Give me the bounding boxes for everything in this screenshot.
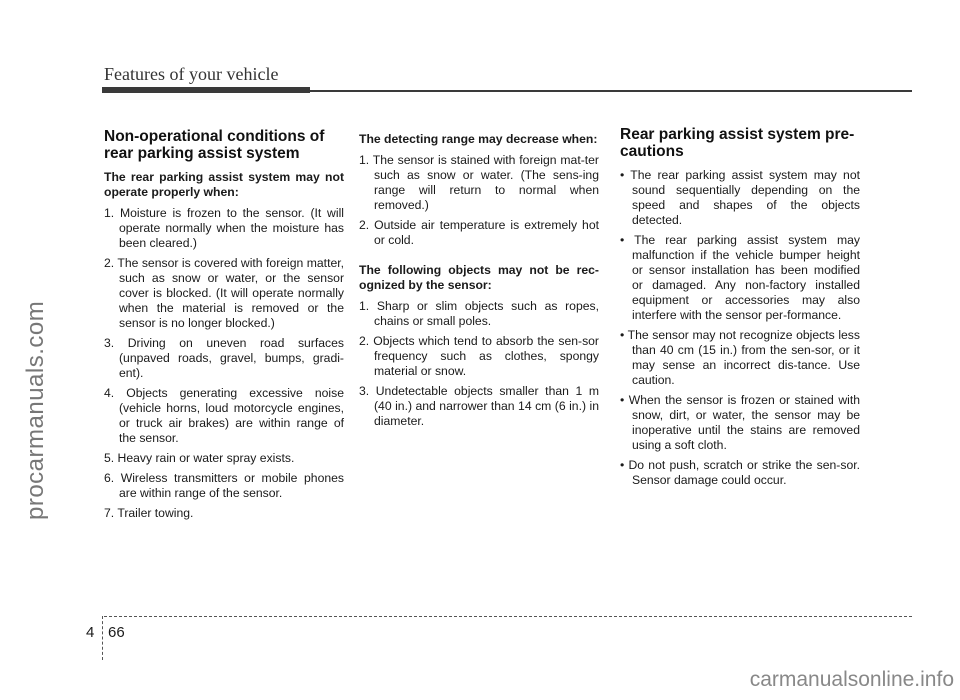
- list-item: 2. The sensor is covered with foreign matter, such as snow or water, or the sensor cover is blocked. (It will operate normally when the material is removed or the sensor is no longer blocked.): [104, 256, 344, 330]
- list-item: 4. Objects generating excessive noise (vehicle horns, loud motorcycle engines, or truck air brakes) are within range of the sensor.: [104, 386, 344, 445]
- list-item: • Do not push, scratch or strike the sen-sor. Sensor damage could occur.: [620, 458, 860, 487]
- list-item: • When the sensor is frozen or stained with snow, dirt, or water, the sensor may be inoperative until the stains are removed using a soft cloth.: [620, 393, 860, 452]
- header-rule-thin: [310, 90, 912, 92]
- list-item: • The sensor may not recognize objects less than 40 cm (15 in.) from the sen-sor, or it may sense an incorrect dis-tance. Use caution.: [620, 328, 860, 387]
- section-heading-precautions: Rear parking assist system pre-cautions: [620, 126, 855, 160]
- page-number: 66: [108, 624, 125, 641]
- list-item: 1. Sharp or slim objects such as ropes, chains or small poles.: [359, 299, 599, 328]
- bottom-watermark: carmanualsonline.info: [749, 668, 954, 691]
- list-item: 2. Objects which tend to absorb the sen-sor frequency such as clothes, spongy material or snow.: [359, 334, 599, 378]
- list-item: 6. Wireless transmitters or mobile phones are within range of the sensor.: [104, 471, 344, 500]
- precautions-list: [620, 168, 860, 488]
- chapter-number: 4: [86, 624, 95, 641]
- list-item: 1. The sensor is stained with foreign mat-ter such as snow or water. (The sens-ing range will return to normal when removed.): [359, 153, 599, 212]
- lead-unrecognized-objects: The following objects may not be rec-ognized by the sensor:: [359, 263, 599, 292]
- column-nonoperational: [104, 128, 344, 526]
- list-item: 1. Moisture is frozen to the sensor. (It will operate normally when the moisture has been cleared.): [104, 206, 344, 250]
- list-item: 3. Driving on uneven road surfaces (unpaved roads, gravel, bumps, gradi-ent).: [104, 336, 344, 380]
- footer-divider: [102, 616, 103, 660]
- list-item: 2. Outside air temperature is extremely hot or cold.: [359, 218, 599, 247]
- header-rule-thick: [102, 87, 310, 93]
- column-detecting-range: [359, 132, 599, 434]
- list-item: 7. Trailer towing.: [104, 506, 194, 520]
- nonoperational-list: [104, 206, 344, 521]
- list-item: 3. Undetectable objects smaller than 1 m (40 in.) and narrower than 14 cm (6 in.) in diameter.: [359, 384, 599, 428]
- lead-detecting-range: The detecting range may decrease when:: [359, 132, 598, 146]
- list-item: • The rear parking assist system may not sound sequentially depending on the speed and shapes of the objects detected.: [620, 168, 860, 227]
- unrecognized-objects-list: [359, 299, 599, 429]
- side-watermark: procarmanuals.com: [22, 300, 49, 520]
- lead-may-not-operate: The rear parking assist system may not operate properly when:: [104, 170, 344, 199]
- page-header-title: Features of your vehicle: [104, 64, 279, 84]
- section-heading-nonoperational: Non-operational conditions of rear parking assist system: [104, 128, 325, 162]
- footer-rule: [104, 616, 912, 617]
- detecting-range-list: [359, 153, 599, 248]
- column-precautions: [620, 126, 860, 493]
- list-item: 5. Heavy rain or water spray exists.: [104, 451, 295, 465]
- list-item: • The rear parking assist system may malfunction if the vehicle bumper height or sensor installation has been modified or damaged. Any non-factory installed equipment or accessories may also interfere with the sensor per-formance.: [620, 233, 860, 322]
